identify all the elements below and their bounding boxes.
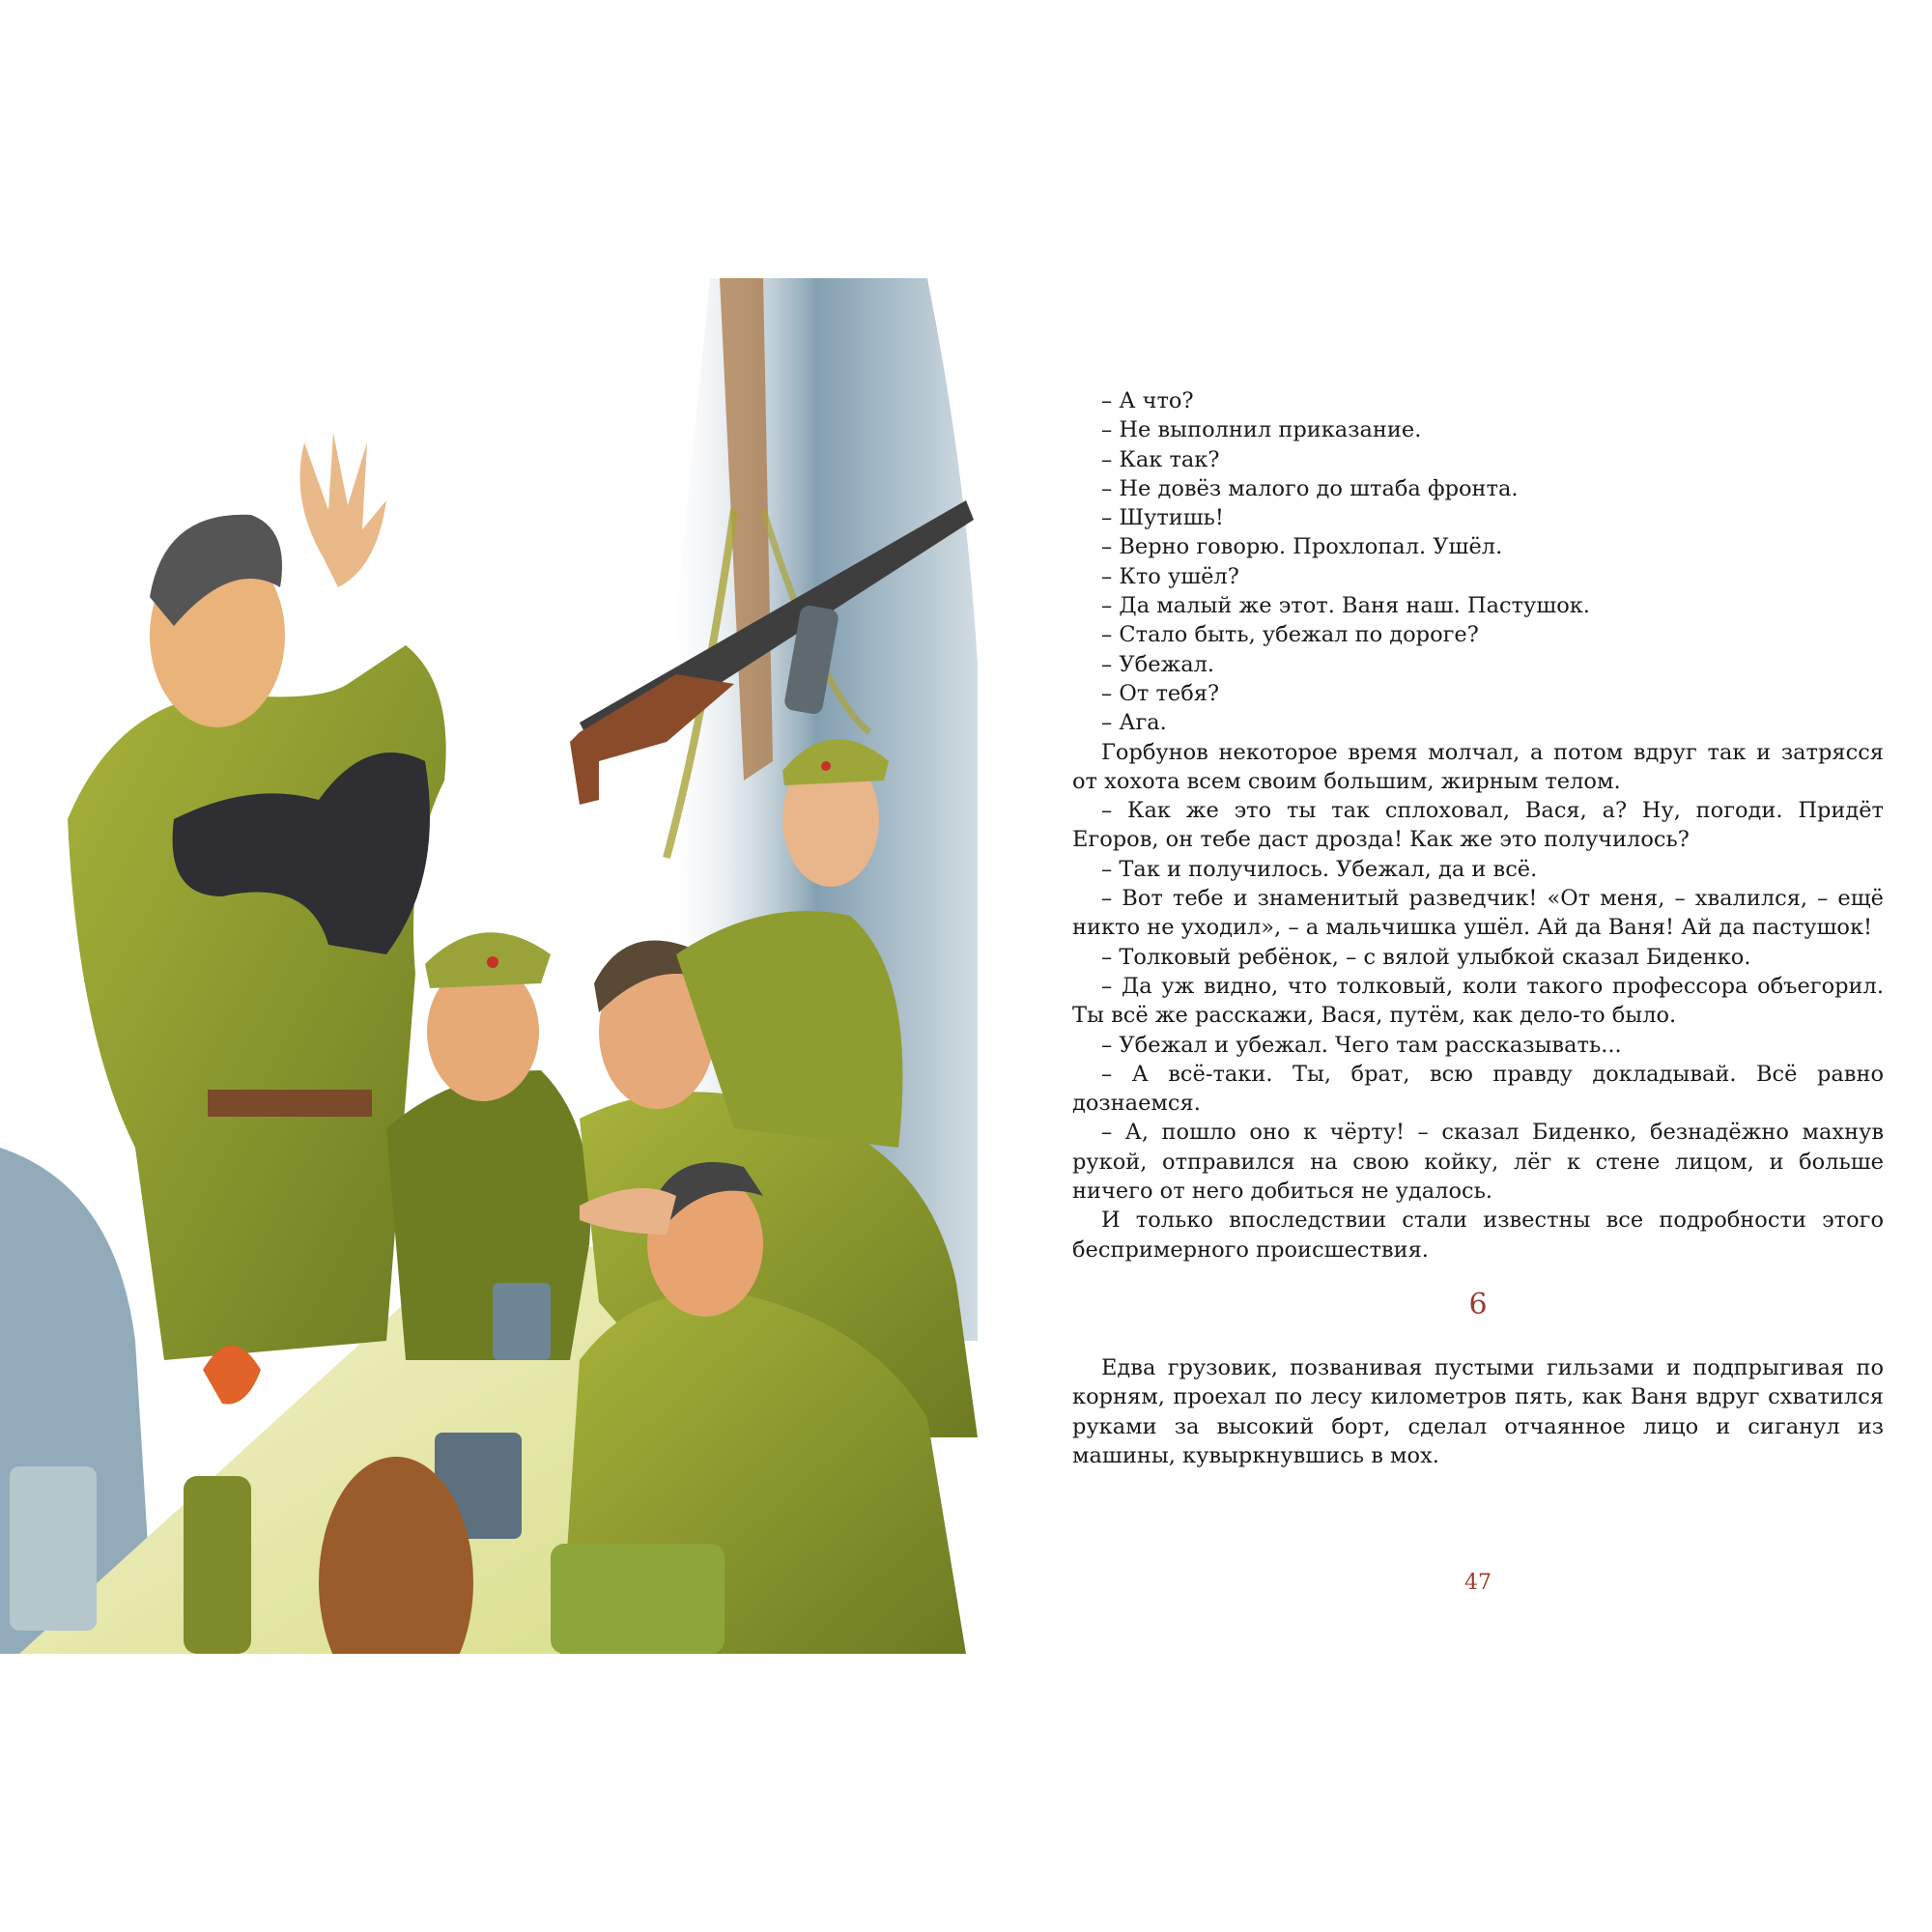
dialogue-line: – А, пошло оно к чёрту! – сказал Биденко, безнадёжно махнув рукой, отправился на свою койку, лёг к стене лицом, и больше ничего от него добиться не удалось. bbox=[1072, 1120, 1884, 1205]
soldiers-illustration-image bbox=[0, 278, 978, 1654]
dialogue-line: – Убежал и убежал. Чего там рассказывать... bbox=[1101, 1032, 1622, 1058]
text-column bbox=[1072, 386, 1884, 1470]
narrative-paragraph: Едва грузовик, позванивая пустыми гильзами и подпрыгивая по корням, проехал по лесу километров пять, как Ваня вдруг схватился руками за высокий борт, сделал отчаянное лицо и сиганул из машины, кувыркнувшись в мох. bbox=[1072, 1354, 1884, 1468]
dialogue-line: – Толковый ребёнок, – с вялой улыбкой сказал Биденко. bbox=[1101, 944, 1751, 970]
dialogue-line: – Верно говорю. Прохлопал. Ушёл. bbox=[1101, 534, 1503, 560]
dialogue-line: – Убежал. bbox=[1101, 651, 1215, 677]
dialogue-line: – Да малый же этот. Ваня наш. Пастушок. bbox=[1101, 593, 1590, 619]
narrative-paragraph: Горбунов некоторое время молчал, а потом вдруг так и затрясся от хохота всем своим большим, жирным телом. bbox=[1072, 739, 1884, 794]
dialogue-line: – Как так? bbox=[1101, 446, 1220, 472]
illustration bbox=[0, 278, 978, 1654]
chapter-section bbox=[1072, 1353, 1884, 1470]
dialogue-line: – Да уж видно, что толковый, коли такого профессора объегорил. Ты всё же расскажи, Вася, путём, как дело-то было. bbox=[1072, 973, 1884, 1029]
dialogue-line: – Так и получилось. Убежал, да и всё. bbox=[1101, 856, 1538, 882]
page-number: 47 bbox=[1464, 1571, 1492, 1595]
dialogue-line: – Шутишь! bbox=[1101, 505, 1224, 531]
dialogue-line: – А всё-таки. Ты, брат, всю правду докладывай. Всё равно дознаемся. bbox=[1072, 1061, 1884, 1117]
dialogue-line: – Как же это ты так сплоховал, Вася, а? Ну, погоди. Придёт Егоров, он тебе даст дрозда! Как же это получилось? bbox=[1072, 798, 1884, 853]
narrative-paragraph: И только впоследствии стали известны все подробности этого беспримерного происшествия. bbox=[1072, 1208, 1884, 1263]
dialogue-section bbox=[1072, 386, 1884, 1264]
dialogue-line: – От тебя? bbox=[1101, 680, 1220, 706]
dialogue-line: – Не выполнил приказание. bbox=[1101, 417, 1422, 443]
dialogue-line: – Вот тебе и знаменитый разведчик! «От меня, – хвалился, – ещё никто не уходил», – а мальчишка ушёл. Ай да Ваня! Ай да пастушок! bbox=[1072, 886, 1884, 941]
dialogue-line: – Не довёз малого до штаба фронта. bbox=[1101, 475, 1519, 501]
dialogue-line: – А что? bbox=[1101, 388, 1194, 413]
dialogue-line: – Кто ушёл? bbox=[1101, 563, 1239, 589]
dialogue-line: – Стало быть, убежал по дороге? bbox=[1101, 622, 1479, 648]
dialogue-line: – Ага. bbox=[1101, 710, 1167, 736]
chapter-number: 6 bbox=[1468, 1287, 1488, 1321]
